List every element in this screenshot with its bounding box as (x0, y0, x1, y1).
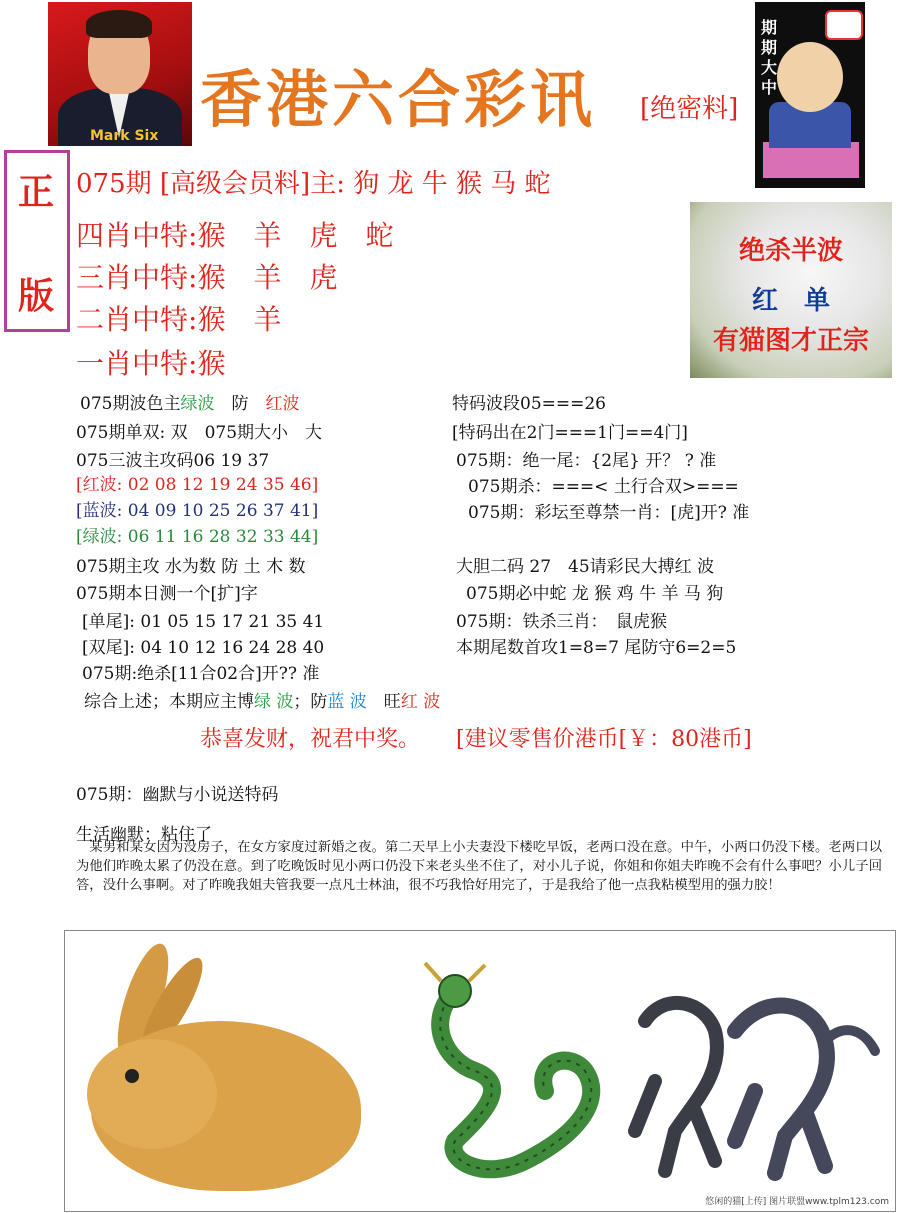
must-win-line: 075期必中蛇 龙 猴 鸡 牛 羊 马 狗 (466, 584, 724, 604)
wave-main: 绿波 (180, 394, 215, 414)
kill-element-line: 075期杀：===< 土行合双>=== (468, 477, 739, 497)
summary-prosper-label: 旺 (366, 692, 401, 712)
summary-guard-wave: 蓝 波 (327, 692, 367, 712)
main-member-line (76, 163, 551, 200)
humor-title: 生活幽默：粘住了 (76, 825, 212, 845)
one-tail-line: 075期：绝一尾：{2尾} 开？ ? 准 (456, 451, 717, 471)
kill-combo-line: 075期:绝杀[11合02合]开?? 准 (82, 664, 320, 684)
dragon-image (385, 951, 635, 1201)
cat-promo-line3: 有猫图才正宗 (712, 326, 869, 356)
one-zodiac-animals: 猴 (197, 347, 226, 380)
main-animals: 狗 龙 牛 猴 马 蛇 (353, 169, 551, 199)
congrats-text: 恭喜发财，祝君中奖。 (200, 727, 421, 752)
price-text: [建议零售价港币[￥：80港币] (456, 727, 752, 752)
cat-promo-line1: 绝杀半波 (738, 236, 843, 266)
edition-badge-top: 正 (18, 171, 55, 213)
red-wave-numbers: [红波: 02 08 12 19 24 35 46] (76, 475, 319, 495)
edition-badge-bottom: 版 (18, 275, 55, 317)
horses-image (625, 961, 885, 1181)
special-gate-line: [特码出在2门===1门==4门] (452, 423, 688, 443)
main-attack-line: 075期主攻 水为数 防 土 木 数 (76, 557, 306, 577)
wave-color-line (80, 389, 299, 414)
header-photo-right (755, 2, 865, 188)
photo-right-text: 期期大中 (761, 18, 778, 97)
three-zodiac-line (76, 256, 337, 296)
summary-label: 综合上述；本期应主博 (84, 692, 254, 712)
cat-promo-line2: 红 单 (751, 286, 830, 316)
congrats-line (200, 722, 752, 753)
one-zodiac-label: 一肖中特: (76, 347, 198, 380)
summary-guard-label: ；防 (293, 692, 328, 712)
wave-color-label: 075期波色主 (80, 394, 181, 414)
four-zodiac-line (76, 214, 393, 254)
single-tail-line: [单尾]: 01 05 15 17 21 35 41 (82, 612, 325, 632)
daily-word-line: 075期本日测一个[扩]字 (76, 584, 258, 604)
double-tail-line: [双尾]: 04 10 12 16 24 28 40 (82, 638, 325, 658)
summary-main-wave: 绿 波 (254, 692, 294, 712)
zodiac-picture-strip (64, 930, 896, 1212)
green-wave-numbers: [绿波: 06 11 16 28 32 33 44] (76, 527, 319, 547)
humor-heading: 075期：幽默与小说送特码 (76, 785, 279, 805)
photo-right-tag (825, 10, 863, 40)
one-zodiac-line (76, 342, 225, 382)
two-zodiac-label: 二肖中特: (76, 303, 198, 336)
humor-story: 某男和某女因为没房子，在女方家度过新婚之夜。第二天早上小夫妻没下楼吃早饭，老两口没在意。中午，小两口仍没下楼。老两口以为他们昨晚太累了仍没在意。到了吃晚饭时见小两口仍没下来老头坐不住了，对小儿子说，你姐和你姐夫昨晚不会有什么事吧？小儿子回答，没什么事啊。对了昨晚我姐夫管我要一点凡士林油，很不巧我恰好用完了，于是我给了他一点我粘模型用的强力胶！ (76, 840, 882, 893)
three-zodiac-label: 三肖中特: (76, 261, 198, 294)
wave-guard: 红波 (265, 394, 300, 414)
header-photo-left (48, 2, 192, 146)
title-tag: [绝密料] (640, 94, 739, 124)
image-credit: 悠闲的猫[上传] 图片联盟www.tplm123.com (705, 1197, 889, 1207)
cat-promo-image (690, 202, 892, 378)
two-zodiac-animals: 猴 羊 (197, 303, 282, 336)
wave-guard-label: 防 (214, 394, 266, 414)
issue-number: 075期 (76, 169, 152, 199)
single-double-line: 075期单双: 双 075期大小 大 (76, 423, 323, 443)
summary-prosper-wave: 红 波 (400, 692, 441, 712)
special-range-line: 特码波段05===26 (452, 394, 606, 414)
page-title: 香港六合彩讯 (200, 63, 597, 136)
two-code-line: 大胆二码 27 45请彩民大搏红 波 (456, 557, 715, 577)
three-zodiac-animals: 猴 羊 虎 (197, 261, 338, 294)
three-wave-line: 075三波主攻码06 19 37 (76, 451, 270, 471)
two-zodiac-line (76, 298, 281, 338)
mark-six-logo: Mark Six (90, 128, 159, 144)
member-label: [高级会员料]主: (159, 169, 345, 199)
tail-number-line: 本期尾数首攻1=8=7 尾防守6=2=5 (456, 638, 737, 658)
forbidden-zodiac-line: 075期：彩坛至尊禁一肖：[虎]开? 准 (468, 503, 750, 523)
four-zodiac-label: 四肖中特: (76, 219, 198, 252)
summary-line (84, 687, 440, 712)
four-zodiac-animals: 猴 羊 虎 蛇 (197, 219, 394, 252)
blue-wave-numbers: [蓝波: 04 09 10 25 26 37 41] (76, 501, 319, 521)
kill-three-line: 075期：铁杀三肖： 鼠虎猴 (456, 612, 667, 632)
